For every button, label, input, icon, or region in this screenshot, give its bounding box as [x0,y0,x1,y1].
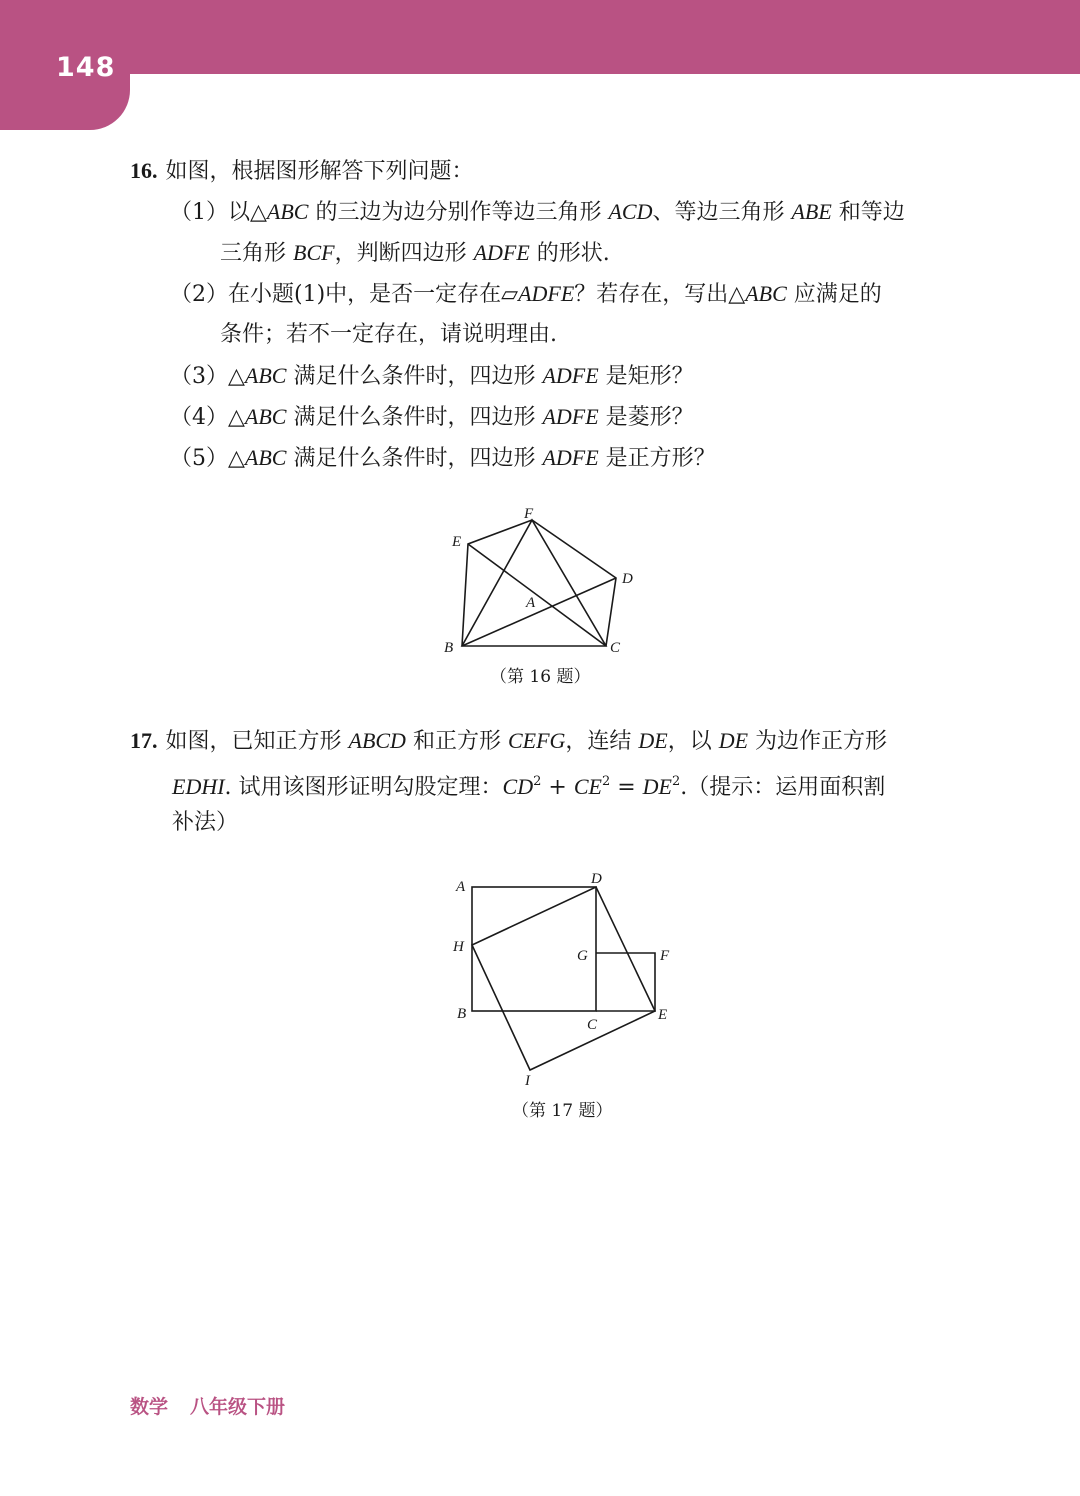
text: （5）△ [170,446,245,471]
label-e: E [452,534,462,550]
label-e: E [658,1007,668,1023]
label-h: H [453,939,464,955]
text: ，判断四边形 [334,241,474,266]
text: （3）△ [170,364,245,389]
math-abe: ABE [791,199,832,224]
math-acd: ACD [608,199,653,224]
exponent: 2 [671,774,681,789]
text: 如图，已知正方形 [165,729,349,754]
text: ，连结 [565,729,639,754]
math-adfe: ADFE [542,445,599,470]
q16-part3 [170,361,694,392]
text: ，以 [667,729,719,754]
math-cd: CD [502,774,534,799]
text: 满足什么条件时，四边形 [286,446,543,471]
text: 是矩形？ [598,364,694,389]
label-b: B [457,1006,467,1022]
exponent: 2 [601,774,611,789]
square-edhi [472,887,655,1070]
q17-line2 [172,767,885,803]
text: 满足什么条件时，四边形 [286,405,543,430]
q16-intro-line [130,156,474,187]
math-de: DE [642,774,672,799]
q17-figure [440,862,690,1092]
segment-ec [468,544,606,646]
math-adfe: ADFE [473,240,530,265]
q16-part2-line1 [170,279,882,310]
label-b: B [444,640,454,656]
label-c: C [610,640,621,656]
math-adfe: ADFE [542,404,599,429]
pentagon-edges [462,520,616,646]
math-abc: ABC [244,363,287,388]
header-band [0,0,1080,74]
math-cefg: CEFG [507,728,566,753]
label-d: D [591,871,602,887]
math-adfe: ADFE [542,363,599,388]
text: = [610,775,643,800]
q16-part1-line1 [170,197,905,228]
text: ？若存在，写出△ [574,282,746,307]
text: 、等边三角形 [652,200,792,225]
q16-part1-line2 [220,238,610,269]
q16-part5 [170,443,716,474]
q16-number: 16. [130,158,158,183]
label-d: D [622,571,633,587]
label-f: F [524,506,534,522]
q16-intro: 如图，根据图形解答下列问题： [165,159,474,184]
text: 和正方形 [405,729,508,754]
label-f: F [660,948,670,964]
math-adfe: ADFE [518,281,575,306]
math-edhi: EDHI [172,774,225,799]
text: 三角形 [220,241,293,266]
q16-part4 [170,402,694,433]
q16-figure-caption: （第 16 题） [490,667,591,687]
page-number: 148 [56,52,116,83]
text: + [541,775,574,800]
square-cefg [596,953,655,1011]
text: 应满足的 [786,282,882,307]
text: .（提示：运用面积割 [680,775,886,800]
math-de: DE [638,728,668,753]
text: 是菱形？ [598,405,694,430]
math-abc: ABC [266,199,309,224]
label-c: C [587,1017,598,1033]
text: （1）以△ [170,200,267,225]
q17-line1 [130,726,887,757]
math-bcf: BCF [293,240,335,265]
math-ce: CE [573,774,602,799]
math-abc: ABC [244,404,287,429]
text: 和等边 [831,200,905,225]
text: 的三边为边分别作等边三角形 [308,200,609,225]
q17-number: 17. [130,728,158,753]
math-abcd: ABCD [348,728,406,753]
q17-line3: 补法） [172,810,239,835]
math-abc: ABC [745,281,787,306]
q16-part2-line2: 条件；若不一定存在，请说明理由. [220,322,557,347]
footer-subject: 数学 [130,1396,169,1418]
footer [130,1392,285,1419]
footer-grade: 八年级下册 [190,1396,286,1418]
text: 是正方形？ [598,446,716,471]
text: （4）△ [170,405,245,430]
label-i: I [525,1073,530,1089]
label-g: G [577,948,588,964]
math-de: DE [718,728,749,753]
exponent: 2 [533,774,542,789]
q16-figure [430,500,660,665]
text: 的形状. [529,241,610,266]
text: 满足什么条件时，四边形 [286,364,543,389]
q17-figure-caption: （第 17 题） [512,1101,613,1121]
text: . 试用该图形证明勾股定理： [224,775,503,800]
label-a: A [456,879,466,895]
label-a: A [526,595,536,611]
text: 为边作正方形 [748,729,888,754]
math-abc: ABC [244,445,287,470]
text: （2）在小题(1)中，是否一定存在▱ [170,282,519,307]
